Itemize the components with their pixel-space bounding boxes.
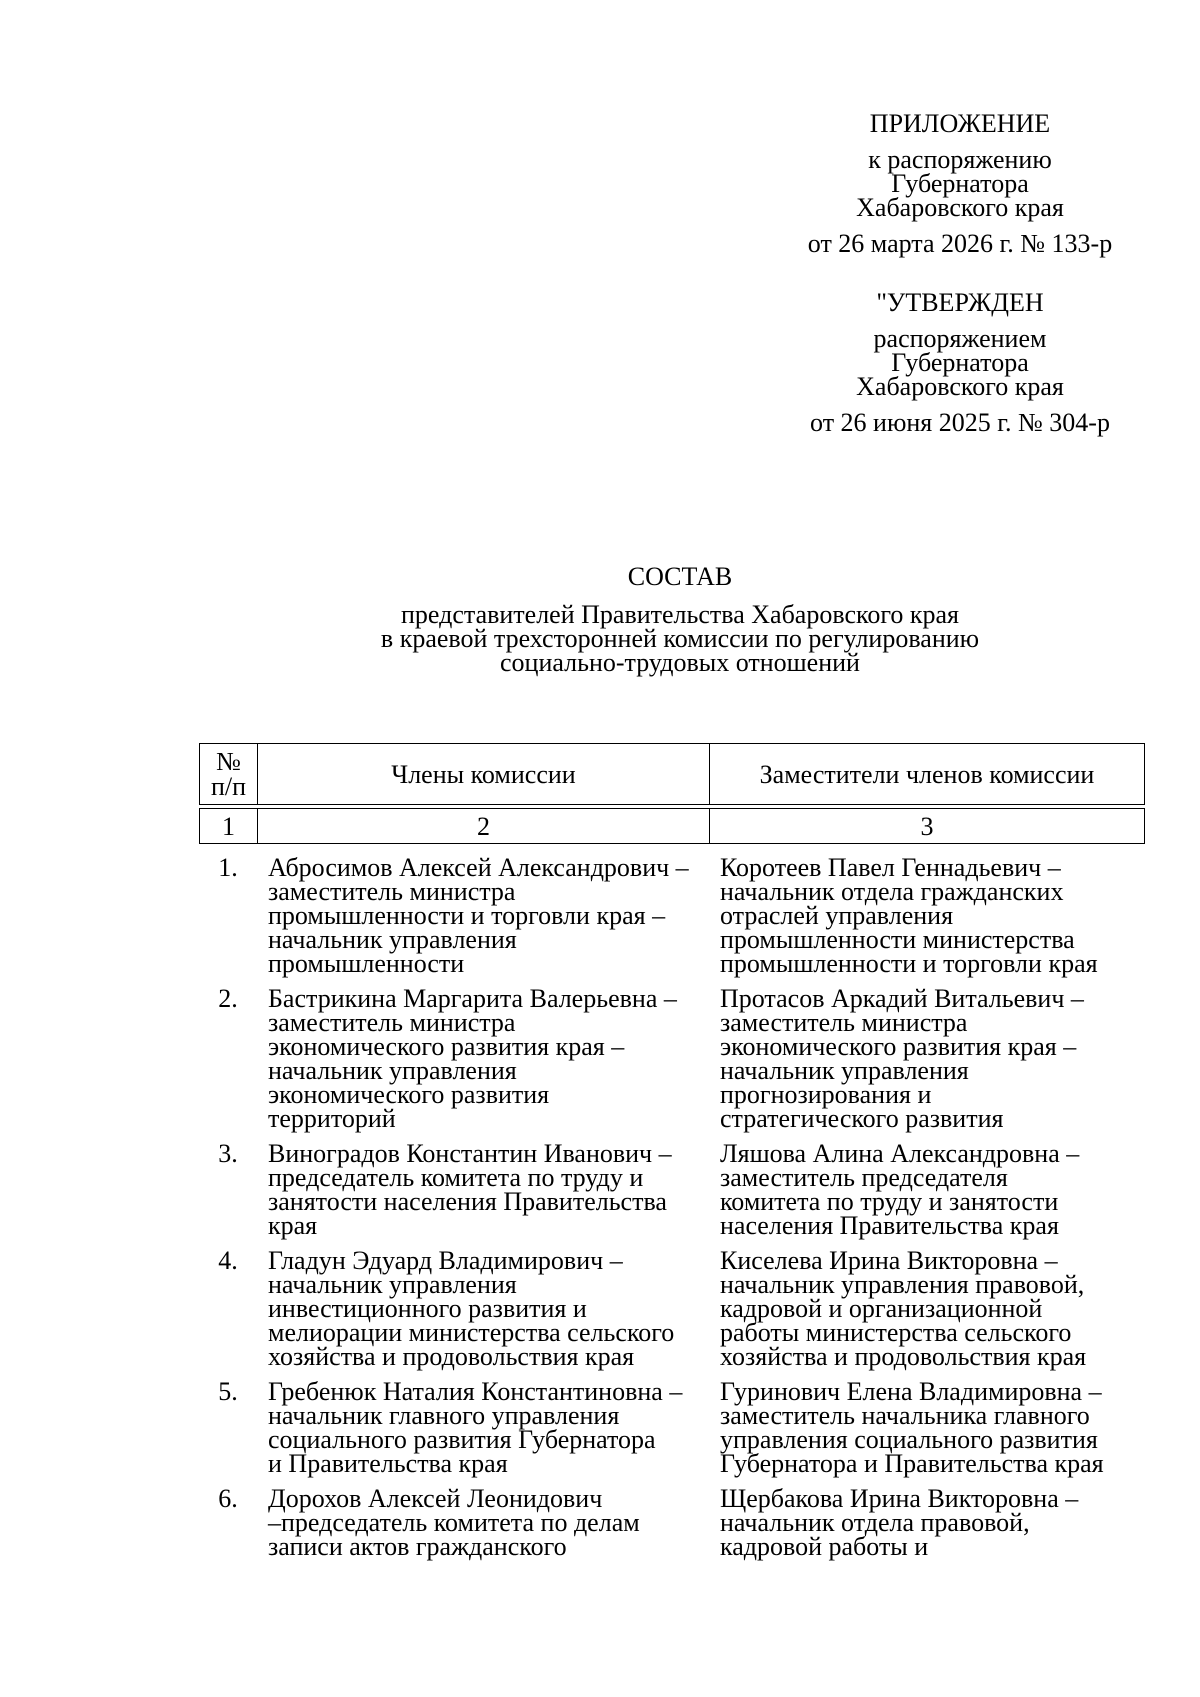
table-row xyxy=(199,1246,1144,1371)
member-cell: Бастрикина Маргарита Валерьевна – заместитель министра экономического развития края – начальник управления экономического развития территорий xyxy=(268,984,677,1133)
table-row xyxy=(199,1139,1144,1240)
row-number: 2. xyxy=(218,984,238,1013)
member-cell: Дорохов Алексей Леонидович –председатель комитета по делам записи актов гражданского xyxy=(268,1484,640,1561)
document-title: СОСТАВ xyxy=(627,562,733,591)
row-number: 1. xyxy=(218,853,238,882)
document-title-block xyxy=(280,562,1080,677)
column-number: 2 xyxy=(258,809,710,844)
column-number: 1 xyxy=(200,809,258,844)
deputy-cell: Протасов Аркадий Витальевич – заместитель министра экономического развития края – начальник управления прогнозирования и стратегического развития xyxy=(720,984,1084,1133)
row-number: 5. xyxy=(218,1377,238,1406)
row-number: 6. xyxy=(218,1484,238,1513)
table-header xyxy=(199,743,1145,844)
table-row xyxy=(199,1484,1144,1561)
table-row xyxy=(199,984,1144,1133)
appendix-line: Губернатора xyxy=(891,169,1029,198)
row-number: 4. xyxy=(218,1246,238,1275)
member-cell: Абросимов Алексей Александрович – заместитель министра промышленности и торговли края – начальник управления промышленности xyxy=(268,853,689,978)
member-cell: Гребенюк Наталия Константиновна – начальник главного управления социального развития Губернатора и Правительства края xyxy=(268,1377,683,1478)
header-row xyxy=(200,744,1145,805)
table-row xyxy=(199,1377,1144,1478)
header-members: Члены комиссии xyxy=(258,744,710,805)
column-number-row xyxy=(200,809,1145,844)
deputy-cell: Киселева Ирина Викторовна – начальник управления правовой, кадровой и организационной работы министерства сельского хозяйства и продовольствия края xyxy=(720,1246,1087,1371)
member-cell: Виноградов Константин Иванович – председатель комитета по труду и занятости населения Правительства края xyxy=(268,1139,672,1240)
column-number: 3 xyxy=(710,809,1145,844)
deputy-cell: Коротеев Павел Геннадьевич – начальник отдела гражданских отраслей управления промышленности министерства промышленности и торговли края xyxy=(720,853,1098,978)
approved-line: Хабаровского края xyxy=(856,372,1064,401)
header-number xyxy=(200,744,258,805)
row-number: 3. xyxy=(218,1139,238,1168)
approved-line: распоряжением xyxy=(873,324,1047,353)
subtitle-line: в краевой трехсторонней комиссии по регулированию xyxy=(380,624,980,653)
deputy-cell: Гуринович Елена Владимировна – заместитель начальника главного управления социального развития Губернатора и Правительства края xyxy=(720,1377,1104,1478)
table-row xyxy=(199,853,1144,978)
appendix-title: ПРИЛОЖЕНИЕ xyxy=(869,109,1051,138)
approved-date: от 26 июня 2025 г. № 304-р xyxy=(810,408,1110,437)
appendix-line: к распоряжению xyxy=(868,145,1052,174)
member-cell: Гладун Эдуард Владимирович – начальник управления инвестиционного развития и мелиорации министерства сельского хозяйства и продовольствия края xyxy=(268,1246,675,1371)
deputy-cell: Щербакова Ирина Викторовна – начальник отдела правовой, кадровой работы и xyxy=(720,1484,1079,1561)
approved-stamp xyxy=(740,288,1180,437)
appendix-stamp xyxy=(740,109,1180,258)
appendix-line: Хабаровского края xyxy=(856,193,1064,222)
header-number-label: № п/п xyxy=(210,747,247,801)
approved-line: Губернатора xyxy=(891,348,1029,377)
approved-title: "УТВЕРЖДЕН xyxy=(876,288,1044,317)
deputy-cell: Ляшова Алина Александровна – заместитель председателя комитета по труду и занятости населения Правительства края xyxy=(720,1139,1080,1240)
members-list xyxy=(199,853,1144,1570)
appendix-date: от 26 марта 2026 г. № 133-р xyxy=(807,229,1113,258)
subtitle-line: представителей Правительства Хабаровского края xyxy=(401,600,959,629)
header-deputies: Заместители членов комиссии xyxy=(710,744,1145,805)
subtitle-line: социально-трудовых отношений xyxy=(500,648,860,677)
